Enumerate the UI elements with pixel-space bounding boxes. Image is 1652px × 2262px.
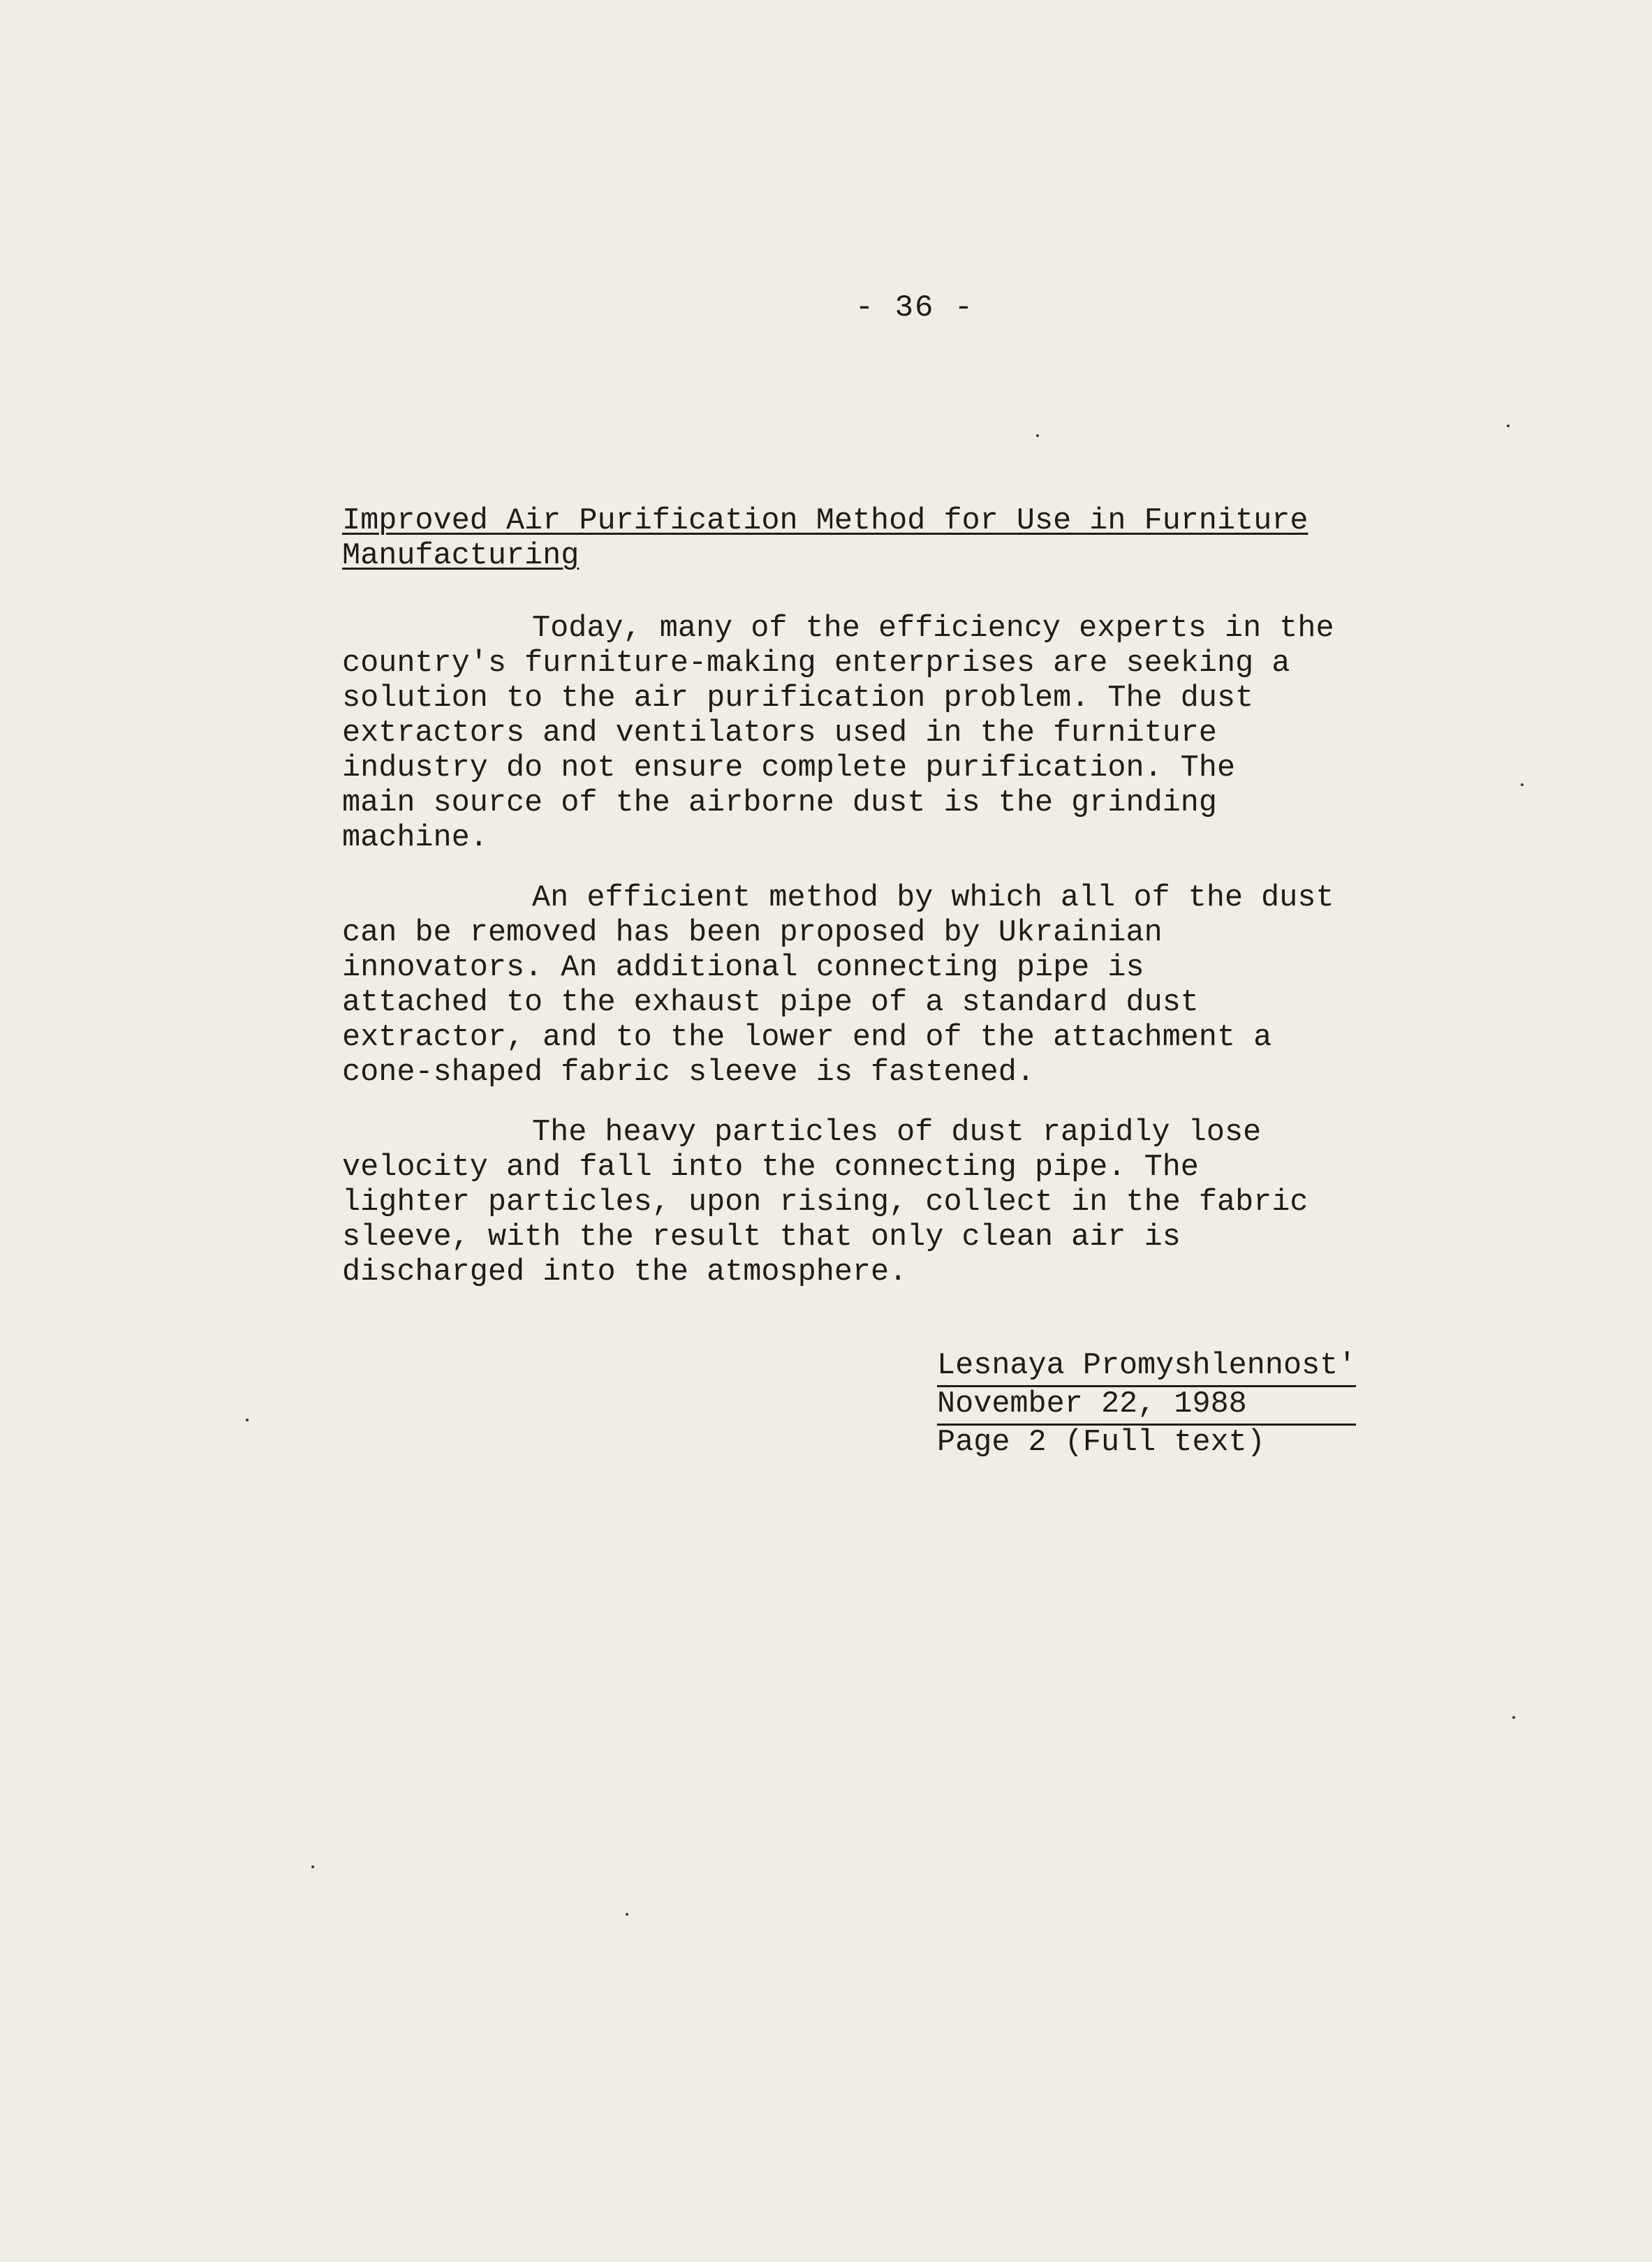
scan-speck	[1507, 424, 1510, 427]
article-title: Improved Air Purification Method for Use in Furniture Manufacturing	[342, 504, 1308, 573]
scan-speck	[626, 1913, 628, 1916]
source-date: November 22, 1988	[937, 1387, 1356, 1426]
scan-speck	[246, 1419, 249, 1421]
article-paragraph-2: An efficient method by which all of the dust can be removed has been proposed by Ukrainian innovators. An additional connecting pipe is attached to the exhaust pipe of a standard dust extractor, and to the lower end of the attachment a cone-shaped fabric sleeve is fastened.	[342, 881, 1334, 1090]
scan-speck	[1512, 1716, 1515, 1719]
article	[342, 504, 1487, 1290]
source-citation	[937, 1349, 1356, 1461]
scan-speck	[1036, 434, 1039, 437]
source-page: Page 2 (Full text)	[937, 1426, 1265, 1460]
source-publication: Lesnaya Promyshlennost'	[937, 1349, 1356, 1387]
page-number: - 36 -	[855, 290, 975, 325]
scan-speck	[1521, 783, 1524, 786]
article-paragraph-1: Today, many of the efficiency experts in the country's furniture-making enterprises are seeking a solution to the air purification problem. The dust extractors and ventilators used in the furniture industry do not ensure complete purification. The main source of the airborne dust is the grinding machine.	[342, 612, 1334, 855]
article-paragraph-3: The heavy particles of dust rapidly lose velocity and fall into the connecting pipe. The lighter particles, upon rising, collect in the fabric sleeve, with the result that only clean air is discharged into the atmosphere.	[342, 1116, 1308, 1289]
scan-speck	[311, 1865, 314, 1868]
